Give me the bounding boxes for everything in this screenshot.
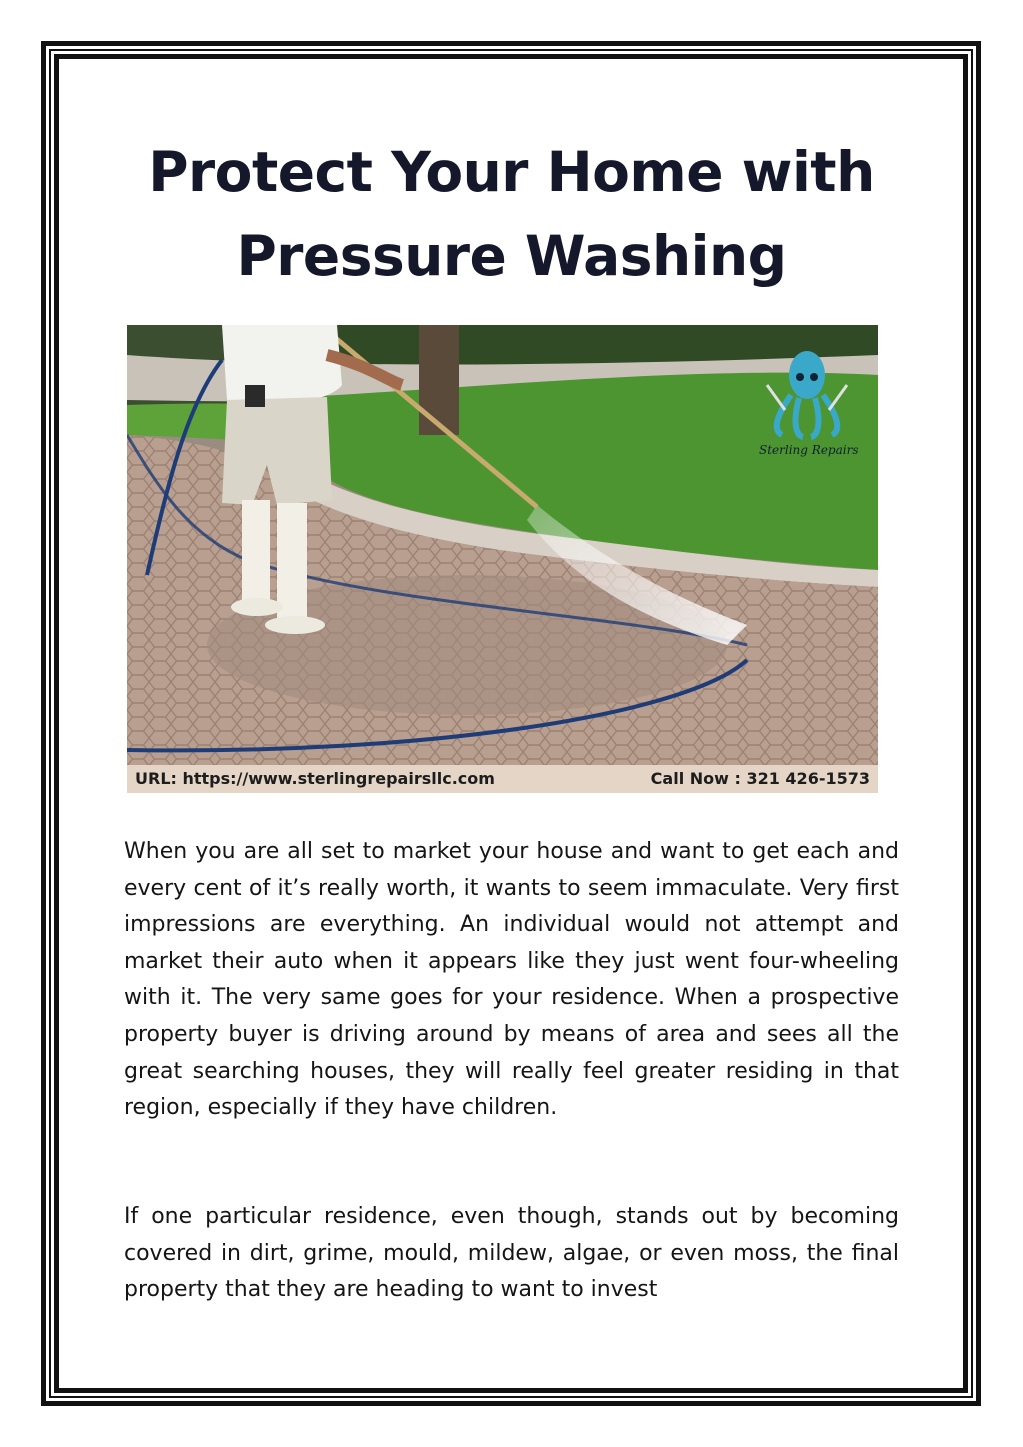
caption-phone: Call Now : 321 426-1573: [650, 769, 870, 788]
pressure-washing-photo: [127, 325, 878, 793]
body-paragraph-1: When you are all set to market your house and want to get each and every cent of it’s really worth, it wants to seem immaculate. Very first impressions are everything. An individual would not attempt and market their auto when it appears like they just went four-wheeling with it. The very same goes for your residence. When a prospective property buyer is driving around by means of area and sees all the great searching houses, they will really feel greater residing in that region, especially if they have children.: [124, 839, 899, 1121]
brand-logo-text: Sterling Repairs: [759, 443, 859, 457]
body-paragraph-2: If one particular residence, even though, stands out by becoming covered in dirt, grime, mould, mildew, algae, or even moss, the final property that they are heading to want to invest: [124, 1204, 899, 1303]
page-title: Protect Your Home with Pressure Washing: [148, 140, 875, 288]
photo-illustration: [127, 325, 878, 765]
photo-caption-bar: [127, 765, 878, 793]
caption-url: URL: https://www.sterlingrepairsllc.com: [135, 769, 495, 788]
